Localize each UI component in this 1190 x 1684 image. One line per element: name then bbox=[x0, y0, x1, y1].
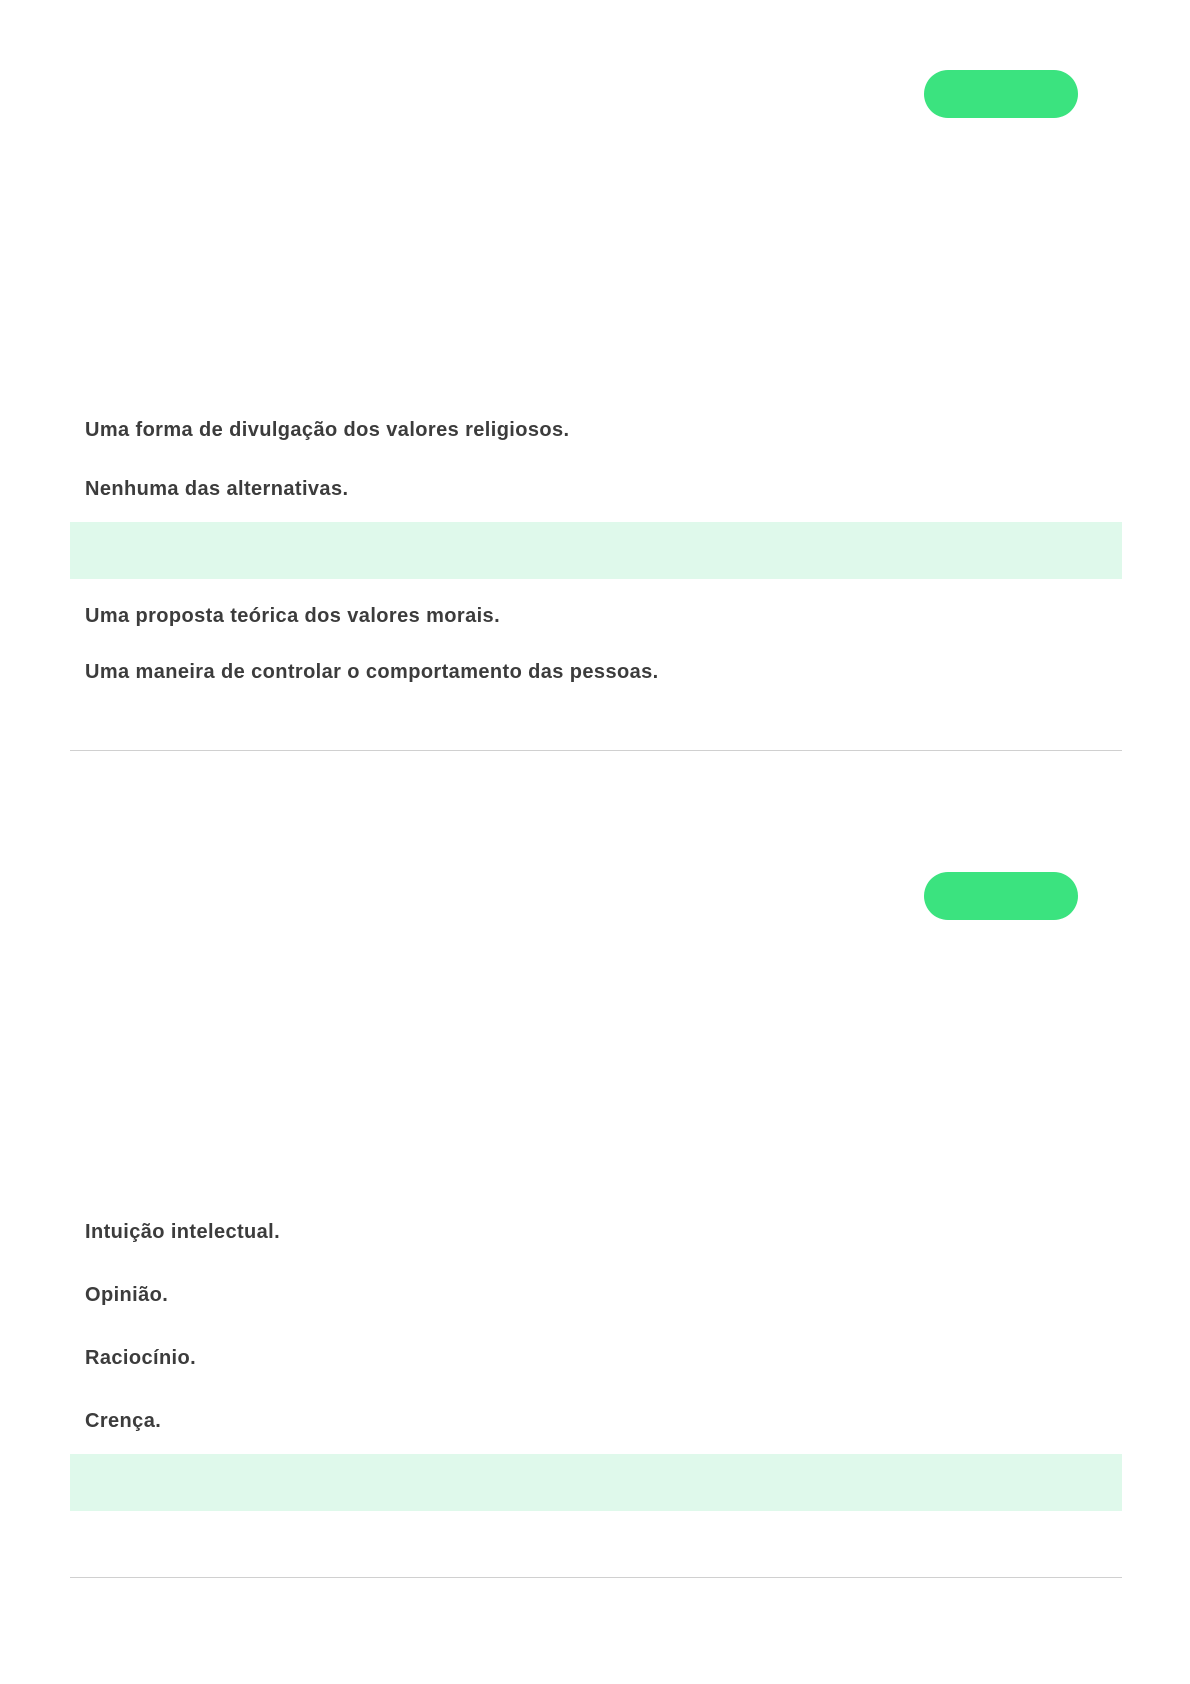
answer-option[interactable]: Crença. bbox=[85, 1410, 162, 1432]
answer-option-highlighted[interactable] bbox=[70, 1454, 1122, 1511]
answer-options bbox=[70, 1202, 1122, 1511]
answer-option[interactable]: Uma forma de divulgação dos valores religiosos. bbox=[85, 419, 570, 441]
question-divider bbox=[70, 750, 1122, 751]
answer-option-highlighted[interactable] bbox=[70, 522, 1122, 579]
question-block-2 bbox=[70, 802, 1122, 1578]
answer-option[interactable]: Intuição intelectual. bbox=[85, 1221, 281, 1243]
answer-option[interactable]: Raciocínio. bbox=[85, 1347, 197, 1369]
question-block-1 bbox=[70, 0, 1122, 751]
answer-option[interactable]: Opinião. bbox=[85, 1284, 169, 1306]
question-divider bbox=[70, 1577, 1122, 1578]
status-badge bbox=[924, 872, 1078, 920]
answer-option[interactable]: Uma proposta teórica dos valores morais. bbox=[85, 605, 501, 627]
status-badge bbox=[924, 70, 1078, 118]
answer-option[interactable]: Nenhuma das alternativas. bbox=[85, 478, 349, 500]
answer-options bbox=[70, 400, 1122, 705]
answer-option[interactable]: Uma maneira de controlar o comportamento das pessoas. bbox=[85, 661, 659, 683]
